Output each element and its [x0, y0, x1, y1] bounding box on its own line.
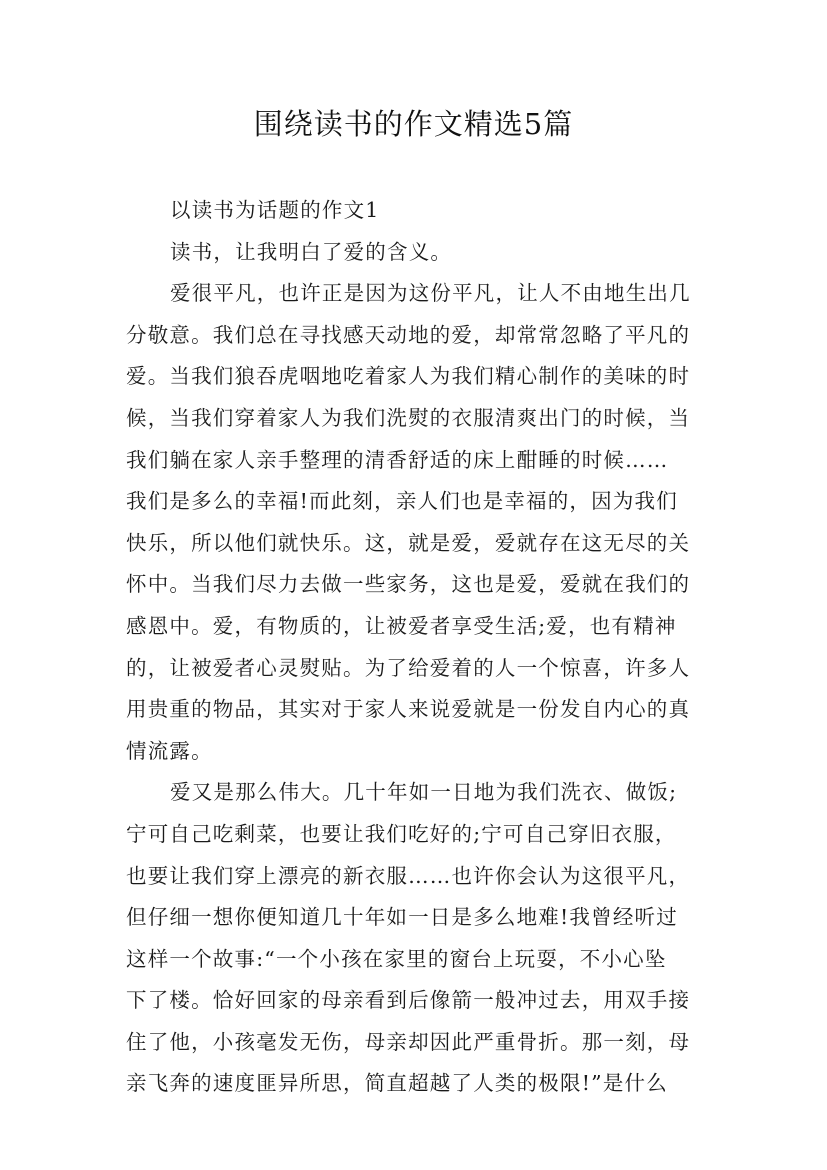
document-title: 围绕读书的作文精选5篇	[253, 107, 574, 141]
paragraph-line: 情流露。	[126, 738, 213, 763]
paragraph-line: 这样一个故事:“一个小孩在家里的窗台上玩耍，不小心坠	[126, 946, 667, 971]
paragraph-line: 爱又是那么伟大。几十年如一日地为我们洗衣、做饭;	[170, 780, 678, 805]
paragraph-line: 怀中。当我们尽力去做一些家务，这也是爱，爱就在我们的	[126, 572, 691, 597]
paragraph-line: 读书，让我明白了爱的含义。	[170, 239, 453, 264]
paragraph-line: 以读书为话题的作文1	[170, 198, 380, 222]
paragraph-line: 也要让我们穿上漂亮的新衣服……也许你会认为这很平凡，	[126, 863, 691, 888]
paragraph-line: 但仔细一想你便知道几十年如一日是多么地难!我曾经听过	[126, 905, 678, 930]
paragraph-line: 我们是多么的幸福!而此刻，亲人们也是幸福的，因为我们	[126, 489, 678, 514]
paragraph-line: 感恩中。爱，有物质的，让被爱者享受生活;爱，也有精神	[126, 613, 677, 638]
paragraph-line: 爱。当我们狼吞虎咽地吃着家人为我们精心制作的美味的时	[126, 364, 691, 389]
paragraph-line: 住了他，小孩毫发无伤，母亲却因此严重骨折。那一刻，母	[126, 1029, 691, 1054]
paragraph-line: 候，当我们穿着家人为我们洗熨的衣服清爽出门的时候，当	[126, 405, 691, 430]
paragraph-line: 分敬意。我们总在寻找感天动地的爱，却常常忽略了平凡的	[126, 322, 691, 347]
paragraph-line: 爱很平凡，也许正是因为这份平凡，让人不由地生出几	[170, 281, 691, 306]
paragraph-line: 用贵重的物品，其实对于家人来说爱就是一份发自内心的真	[126, 697, 691, 722]
paragraph-line: 宁可自己吃剩菜，也要让我们吃好的;宁可自己穿旧衣服，	[126, 821, 677, 846]
document-body	[126, 190, 706, 1105]
paragraph-line: 下了楼。恰好回家的母亲看到后像箭一般冲过去，用双手接	[126, 988, 691, 1013]
paragraph-line: 快乐，所以他们就快乐。这，就是爱，爱就存在这无尽的关	[126, 530, 691, 555]
paragraph-line: 的，让被爱者心灵熨贴。为了给爱着的人一个惊喜，许多人	[126, 655, 691, 680]
paragraph-line: 我们躺在家人亲手整理的清香舒适的床上酣睡的时候……	[126, 447, 669, 472]
paragraph-line: 亲飞奔的速度匪异所思，简直超越了人类的极限!”是什么	[126, 1071, 668, 1096]
